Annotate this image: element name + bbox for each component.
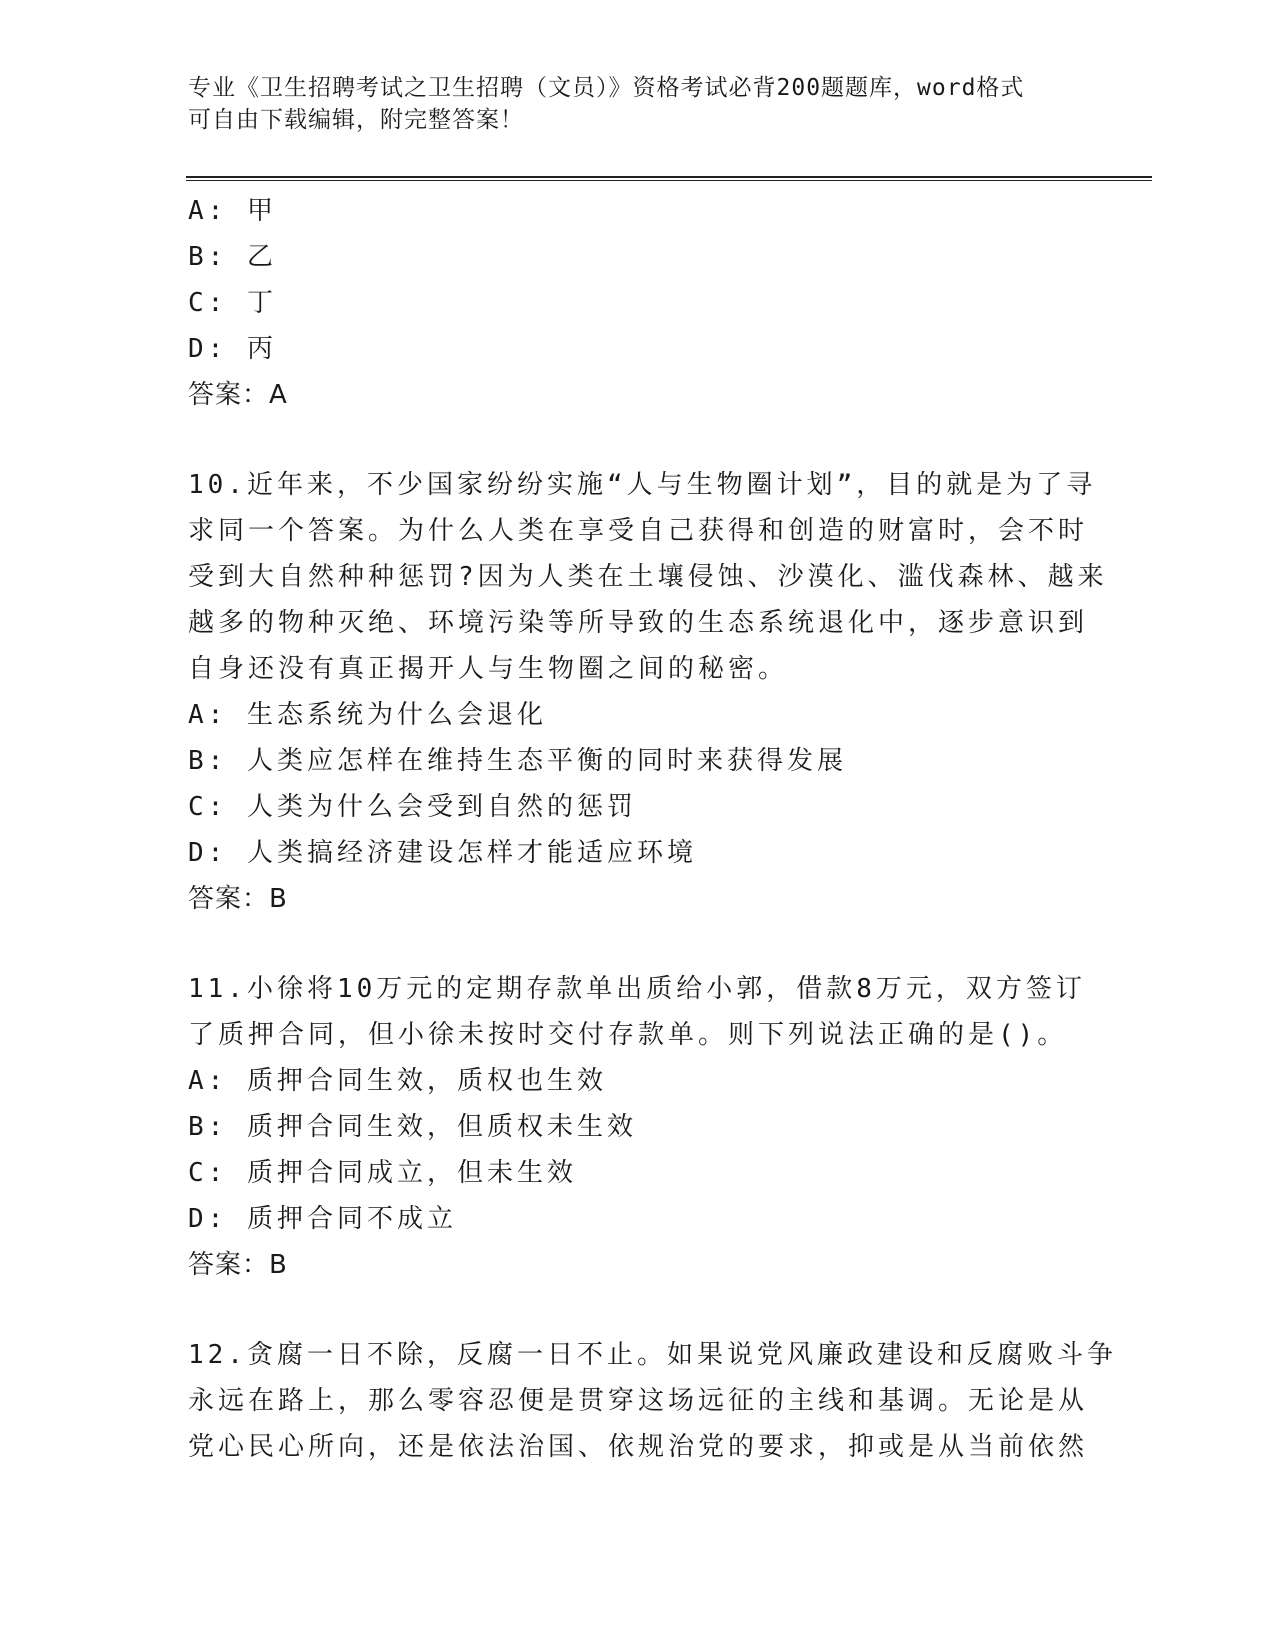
question-block-9 — [188, 188, 1088, 418]
option-b: B: 质押合同生效，但质权未生效 — [188, 1112, 637, 1142]
option-d: D: 质押合同不成立 — [188, 1204, 457, 1234]
question-text-line: 12.贪腐一日不除，反腐一日不止。如果说党风廉政建设和反腐败斗争 — [188, 1340, 1117, 1370]
header-line-1: 专业《卫生招聘考试之卫生招聘（文员）》资格考试必背200题题库，word格式 — [188, 75, 1025, 101]
question-text-line: 11.小徐将10万元的定期存款单出质给小郭，借款8万元，双方签订 — [188, 974, 1086, 1004]
question-block-12 — [188, 1332, 1117, 1470]
question-text-line: 了质押合同，但小徐未按时交付存款单。则下列说法正确的是()。 — [188, 1020, 1068, 1050]
option-a: A: 生态系统为什么会退化 — [188, 700, 547, 730]
question-text-line: 党心民心所向，还是依法治国、依规治党的要求，抑或是从当前依然 — [188, 1432, 1089, 1462]
question-text-line: 受到大自然种种惩罚?因为人类在土壤侵蚀、沙漠化、滥伐森林、越来 — [188, 562, 1108, 592]
option-c: C: 丁 — [188, 288, 277, 318]
option-d: D: 丙 — [188, 334, 277, 364]
option-b: B: 乙 — [188, 242, 277, 272]
option-d: D: 人类搞经济建设怎样才能适应环境 — [188, 838, 697, 868]
answer-line: 答案：A — [188, 380, 288, 410]
option-b: B: 人类应怎样在维持生态平衡的同时来获得发展 — [188, 746, 847, 776]
question-block-11 — [188, 966, 1088, 1288]
option-a: A: 甲 — [188, 196, 277, 226]
question-text-line: 求同一个答案。为什么人类在享受自己获得和创造的财富时，会不时 — [188, 516, 1089, 546]
page-header — [188, 72, 1068, 136]
option-c: C: 人类为什么会受到自然的惩罚 — [188, 792, 637, 822]
answer-line: 答案：B — [188, 1250, 288, 1280]
option-c: C: 质押合同成立，但未生效 — [188, 1158, 577, 1188]
question-text-line: 自身还没有真正揭开人与生物圈之间的秘密。 — [188, 654, 789, 684]
header-line-2: 可自由下载编辑，附完整答案！ — [188, 107, 524, 133]
question-text-line: 越多的物种灭绝、环境污染等所导致的生态系统退化中，逐步意识到 — [188, 608, 1089, 638]
question-list — [188, 188, 1117, 1470]
question-text-line: 10.近年来，不少国家纷纷实施“人与生物圈计划”，目的就是为了寻 — [188, 470, 1097, 500]
header-divider — [186, 176, 1152, 181]
option-a: A: 质押合同生效，质权也生效 — [188, 1066, 607, 1096]
question-block-10 — [188, 462, 1108, 922]
question-text-line: 永远在路上，那么零容忍便是贯穿这场远征的主线和基调。无论是从 — [188, 1386, 1089, 1416]
answer-line: 答案：B — [188, 884, 288, 914]
